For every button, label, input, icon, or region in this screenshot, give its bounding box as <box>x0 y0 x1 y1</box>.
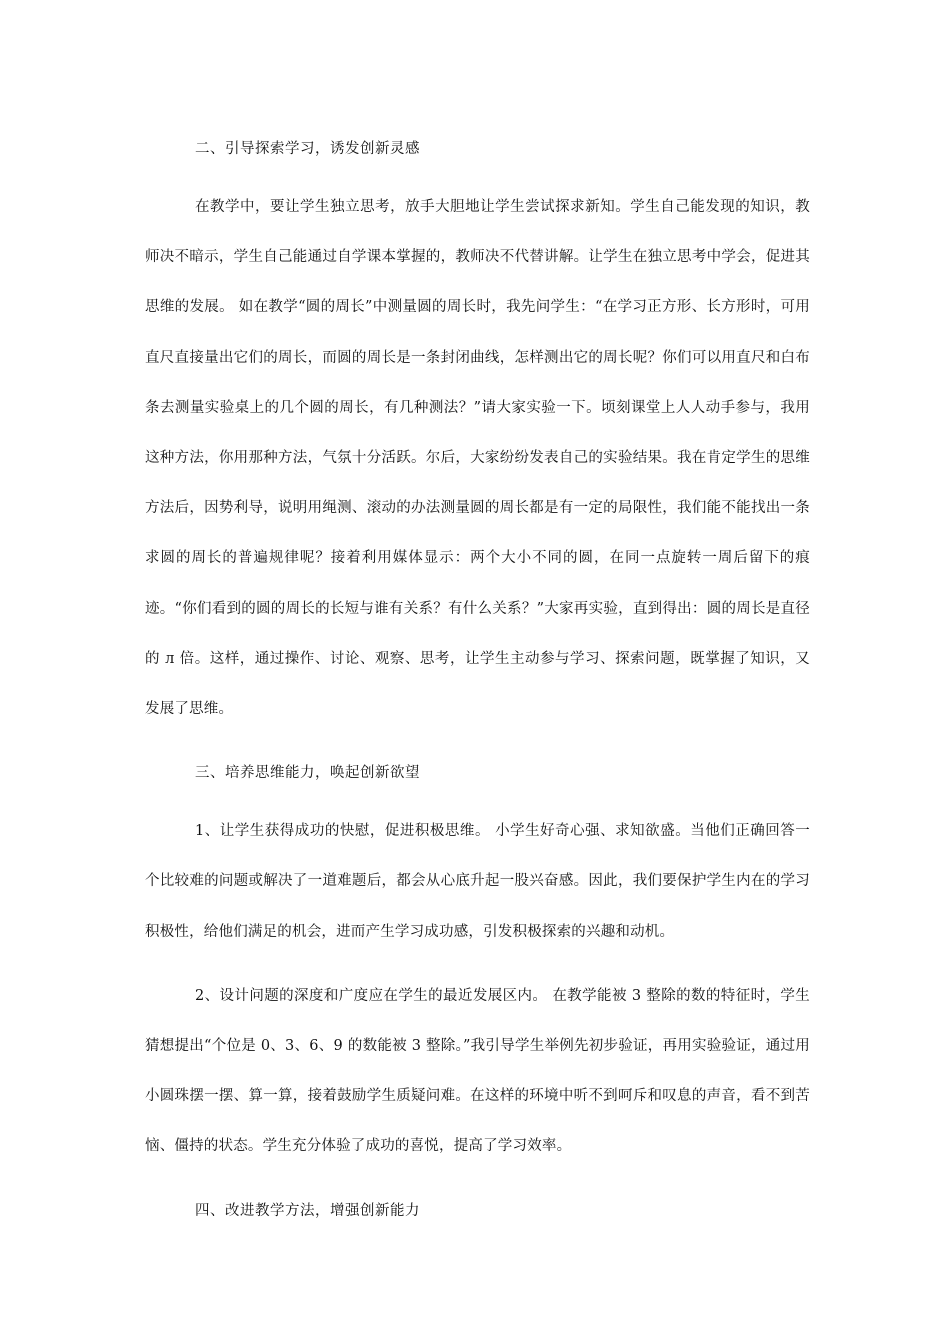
section-heading-4: 四、改进教学方法，增强创新能力 <box>195 1202 420 1219</box>
section-heading-3: 三、培养思维能力，唤起创新欲望 <box>195 765 420 782</box>
section-3-paragraph-1: 1、让学生获得成功的快慰，促进积极思维。 小学生好奇心强、求知欲盛。当他们正确回答一个比较难的问题或解决了一道难题后，都会从心底升起一股兴奋感。因此，我们要保护学生内在的学习积极性，给他们满足的机会，进而产生学习成功感，引发积极探索的兴趣和动机。 <box>145 823 810 940</box>
section-heading-2: 二、引导探索学习，诱发创新灵感 <box>195 141 420 157</box>
section-3-paragraph-2: 2、设计问题的深度和广度应在学生的最近发展区内。 在教学能被 3 整除的数的特征时，学生猜想提出“个位是 0、3、6、9 的数能被 3 整除。”我引导学生举例先初步验证，再用实验验证，通过用小圆珠摆一摆、算一算，接着鼓励学生质疑问难。在这样的环境中听不到呵斥和叹息的声音，看不到苦恼、僵持的状态。学生充分体验了成功的喜悦，提高了学习效率。 <box>145 987 810 1155</box>
document-page <box>145 110 810 1236</box>
section-2-paragraph: 在教学中，要让学生独立思考，放手大胆地让学生尝试探求新知。学生自己能发现的知识，教师决不暗示，学生自己能通过自学课本掌握的，教师决不代替讲解。让学生在独立思考中学会，促进其思维的发展。 如在教学“圆的周长”中测量圆的周长时，我先问学生：“在学习正方形、长方形时，可用直尺直接量出它们的周长，而圆的周长是一条封闭曲线，怎样测出它的周长呢？你们可以用直尺和白布条去测量实验桌上的几个圆的周长，有几种测法？”请大家实验一下。顷刻课堂上人人动手参与，我用这种方法，你用那种方法，气氛十分活跃。尔后，大家纷纷发表自己的实验结果。我在肯定学生的思维方法后，因势利导，说明用绳测、滚动的办法测量圆的周长都是有一定的局限性，我们能不能找出一条求圆的周长的普遍规律呢？接着利用媒体显示：两个大小不同的圆，在同一点旋转一周后留下的痕迹。“你们看到的圆的周长的长短与谁有关系？有什么关系？”大家再实验，直到得出：圆的周长是直径的 л 倍。这样，通过操作、讨论、观察、思考，让学生主动参与学习、探索问题，既掌握了知识，又发展了思维。 <box>145 199 810 718</box>
